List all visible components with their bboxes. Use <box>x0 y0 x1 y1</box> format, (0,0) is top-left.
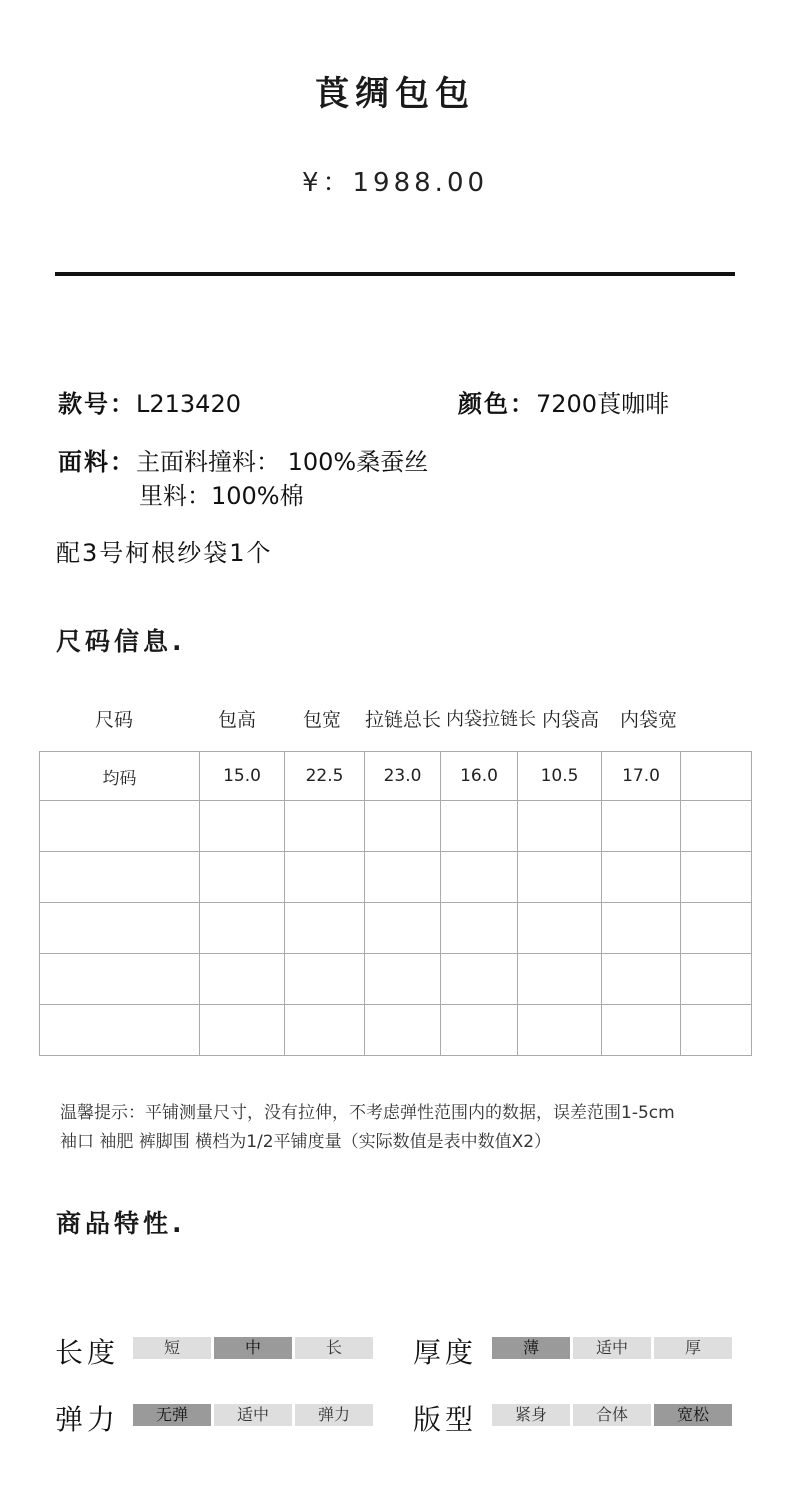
table-cell <box>441 852 518 903</box>
table-row <box>40 852 752 903</box>
feature-option-selected: 宽松 <box>654 1404 732 1426</box>
table-cell <box>285 852 365 903</box>
table-cell <box>40 1005 200 1056</box>
divider <box>55 272 735 276</box>
table-cell <box>200 903 285 954</box>
features-section-title: 商品特性. <box>56 1209 186 1238</box>
table-cell <box>681 954 752 1005</box>
size-section-title: 尺码信息. <box>56 627 186 656</box>
table-cell <box>518 954 602 1005</box>
table-cell: 22.5 <box>285 752 365 801</box>
style-number-value: L213420 <box>136 390 241 418</box>
feature-option: 厚 <box>654 1337 732 1359</box>
feature-label-fit: 版型 <box>413 1403 478 1436</box>
table-row <box>40 752 752 801</box>
table-cell <box>441 801 518 852</box>
table-cell <box>285 954 365 1005</box>
table-cell <box>365 1005 441 1056</box>
feature-option: 长 <box>295 1337 373 1359</box>
table-cell <box>200 1005 285 1056</box>
size-table-body <box>40 752 752 1056</box>
feature-scale-fit <box>492 1404 732 1426</box>
feature-option: 弹力 <box>295 1404 373 1426</box>
table-row <box>40 801 752 852</box>
size-header: 拉链总长 <box>365 709 442 731</box>
table-cell <box>40 801 200 852</box>
fabric-main: 主面料撞料： 100%桑蚕丝 <box>136 448 429 476</box>
table-cell <box>681 852 752 903</box>
table-cell <box>365 903 441 954</box>
feature-option-selected: 中 <box>214 1337 292 1359</box>
measurement-tip: 温馨提示：平铺测量尺寸，没有拉伸，不考虑弹性范围内的数据，误差范围1-5cm <box>60 1103 675 1123</box>
table-cell: 均码 <box>40 752 200 801</box>
table-cell <box>602 903 681 954</box>
table-cell <box>602 954 681 1005</box>
feature-scale-thickness <box>492 1337 732 1359</box>
feature-option: 合体 <box>573 1404 651 1426</box>
feature-option: 短 <box>133 1337 211 1359</box>
feature-scale-length <box>133 1337 373 1359</box>
table-cell: 15.0 <box>200 752 285 801</box>
feature-option-selected: 薄 <box>492 1337 570 1359</box>
measurement-note: 袖口 袖肥 裤脚围 横档为1/2平铺度量（实际数值是表中数值X2） <box>60 1132 552 1152</box>
feature-scale-elasticity <box>133 1404 373 1426</box>
table-cell <box>681 903 752 954</box>
feature-label-elasticity: 弹力 <box>55 1403 120 1436</box>
table-cell <box>681 752 752 801</box>
fabric-info <box>58 442 428 477</box>
table-cell <box>365 954 441 1005</box>
table-cell <box>285 1005 365 1056</box>
color-value: 7200莨咖啡 <box>536 390 670 418</box>
table-cell <box>681 801 752 852</box>
table-cell <box>200 852 285 903</box>
table-cell <box>441 903 518 954</box>
table-cell <box>40 954 200 1005</box>
table-cell <box>518 801 602 852</box>
table-cell <box>602 1005 681 1056</box>
color-info <box>458 384 669 419</box>
table-cell <box>285 903 365 954</box>
fabric-label: 面料： <box>58 448 136 476</box>
style-number-label: 款号： <box>58 390 136 418</box>
table-cell <box>365 852 441 903</box>
table-cell <box>602 801 681 852</box>
product-title: 莨绸包包 <box>315 74 475 114</box>
product-price: ¥：1988.00 <box>301 168 489 198</box>
size-header: 包高 <box>218 709 257 731</box>
size-header: 内袋高 <box>542 709 600 731</box>
table-cell <box>285 801 365 852</box>
table-cell: 23.0 <box>365 752 441 801</box>
table-cell <box>518 1005 602 1056</box>
feature-label-length: 长度 <box>55 1336 120 1369</box>
table-cell <box>200 954 285 1005</box>
table-cell <box>40 852 200 903</box>
size-header: 内袋宽 <box>620 709 678 731</box>
color-label: 颜色： <box>458 390 536 418</box>
table-row <box>40 1005 752 1056</box>
fabric-lining: 里料：100%棉 <box>139 482 304 510</box>
table-cell <box>200 801 285 852</box>
size-header: 内袋拉链长 <box>446 709 536 730</box>
size-header: 尺码 <box>95 709 134 731</box>
table-cell <box>365 801 441 852</box>
table-cell: 16.0 <box>441 752 518 801</box>
feature-option: 适中 <box>214 1404 292 1426</box>
table-cell <box>441 954 518 1005</box>
size-header: 包宽 <box>303 709 342 731</box>
size-table <box>39 751 752 1056</box>
feature-option: 适中 <box>573 1337 651 1359</box>
table-cell: 17.0 <box>602 752 681 801</box>
table-cell <box>602 852 681 903</box>
table-cell <box>518 903 602 954</box>
table-cell <box>681 1005 752 1056</box>
feature-option-selected: 无弹 <box>133 1404 211 1426</box>
accessory-note: 配3号柯根纱袋1个 <box>56 539 273 567</box>
table-row <box>40 903 752 954</box>
feature-label-thickness: 厚度 <box>413 1336 478 1369</box>
table-cell <box>518 852 602 903</box>
table-cell <box>441 1005 518 1056</box>
style-number <box>58 384 241 419</box>
table-row <box>40 954 752 1005</box>
table-cell <box>40 903 200 954</box>
feature-option: 紧身 <box>492 1404 570 1426</box>
table-cell: 10.5 <box>518 752 602 801</box>
